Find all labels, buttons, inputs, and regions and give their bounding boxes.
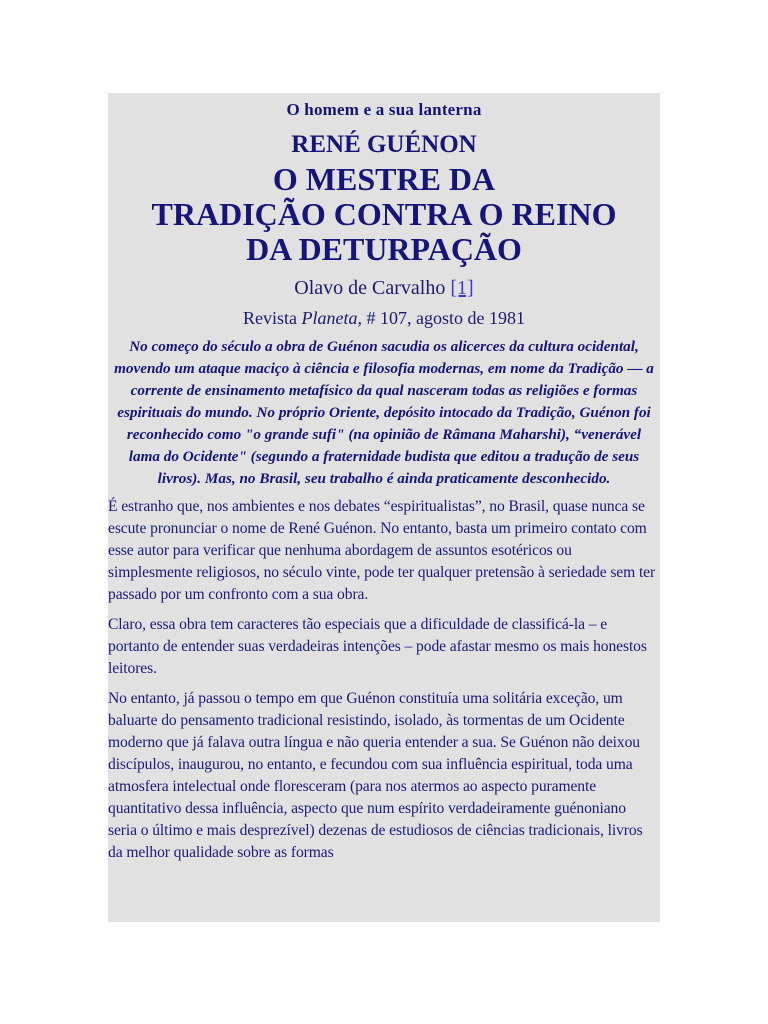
author-name: Olavo de Carvalho <box>294 277 446 299</box>
document-page <box>108 93 660 922</box>
body-paragraph: No entanto, já passou o tempo em que Guénon constituía uma solitária exceção, um baluarte do pensamento tradicional resistindo, isolado, às tormentas de um Ocidente moderno que já falava outra língua e não queria entender a sua. Se Guénon não deixou discípulos, inaugurou, no entanto, e fecundou com sua influência espiritual, toda uma atmosfera intelectual onde floresceram (para nos atermos ao aspecto puramente quantitativo dessa influência, aspecto que num espírito verdadeiramente guénoniano seria o último e mais desprezível) dezenas de estudiosos de ciências tradicionais, livros da melhor qualidade sobre as formas <box>108 690 643 861</box>
subject-heading: RENÉ GUÉNON <box>291 131 477 158</box>
kicker-line: O homem e a sua lanterna <box>286 100 482 119</box>
lead-paragraph: No começo do século a obra de Guénon sacudia os alicerces da cultura ocidental, movendo um ataque maciço à ciência e filosofia modernas, em nome da Tradição — a corrente de ensinamento metafísico da qual nasceram todas as religiões e formas espirituais do mundo. No próprio Oriente, depósito intocado da Tradição, Guénon foi reconhecido como "o grande sufi" (na opinião de Râmana Maharshi), “venerável lama do Ocidente" (segundo a fraternidade budista que editou a tradução de seus livros). Mas, no Brasil, seu trabalho é ainda praticamente desconhecido. <box>114 338 654 487</box>
source-prefix: Revista <box>243 308 297 328</box>
byline <box>108 277 660 300</box>
article-body <box>108 496 660 864</box>
title-line-3: DA DETURPAÇÃO <box>246 231 522 267</box>
source-line <box>108 308 660 329</box>
title-line-1: O MESTRE DA <box>272 161 496 197</box>
footnote-link[interactable]: [1] <box>450 277 474 299</box>
source-suffix: , # 107, agosto de 1981 <box>357 308 525 328</box>
title-line-2: TRADIÇÃO CONTRA O REINO <box>151 196 617 232</box>
page-title <box>108 162 660 267</box>
magazine-name: Planeta <box>301 308 358 328</box>
body-paragraph: É estranho que, nos ambientes e nos debates “espiritualistas”, no Brasil, quase nunca se escute pronunciar o nome de René Guénon. No entanto, basta um primeiro contato com esse autor para verificar que nenhuma abordagem de assuntos esotéricos ou simplesmente religiosos, no século vinte, pode ter qualquer pretensão à seriedade sem ter passado por um confronto com a sua obra. <box>108 498 656 603</box>
body-paragraph: Claro, essa obra tem caracteres tão especiais que a dificuldade de classificá-la – e portanto de entender suas verdadeiras intenções – pode afastar mesmo os mais honestos leitores. <box>108 616 647 677</box>
